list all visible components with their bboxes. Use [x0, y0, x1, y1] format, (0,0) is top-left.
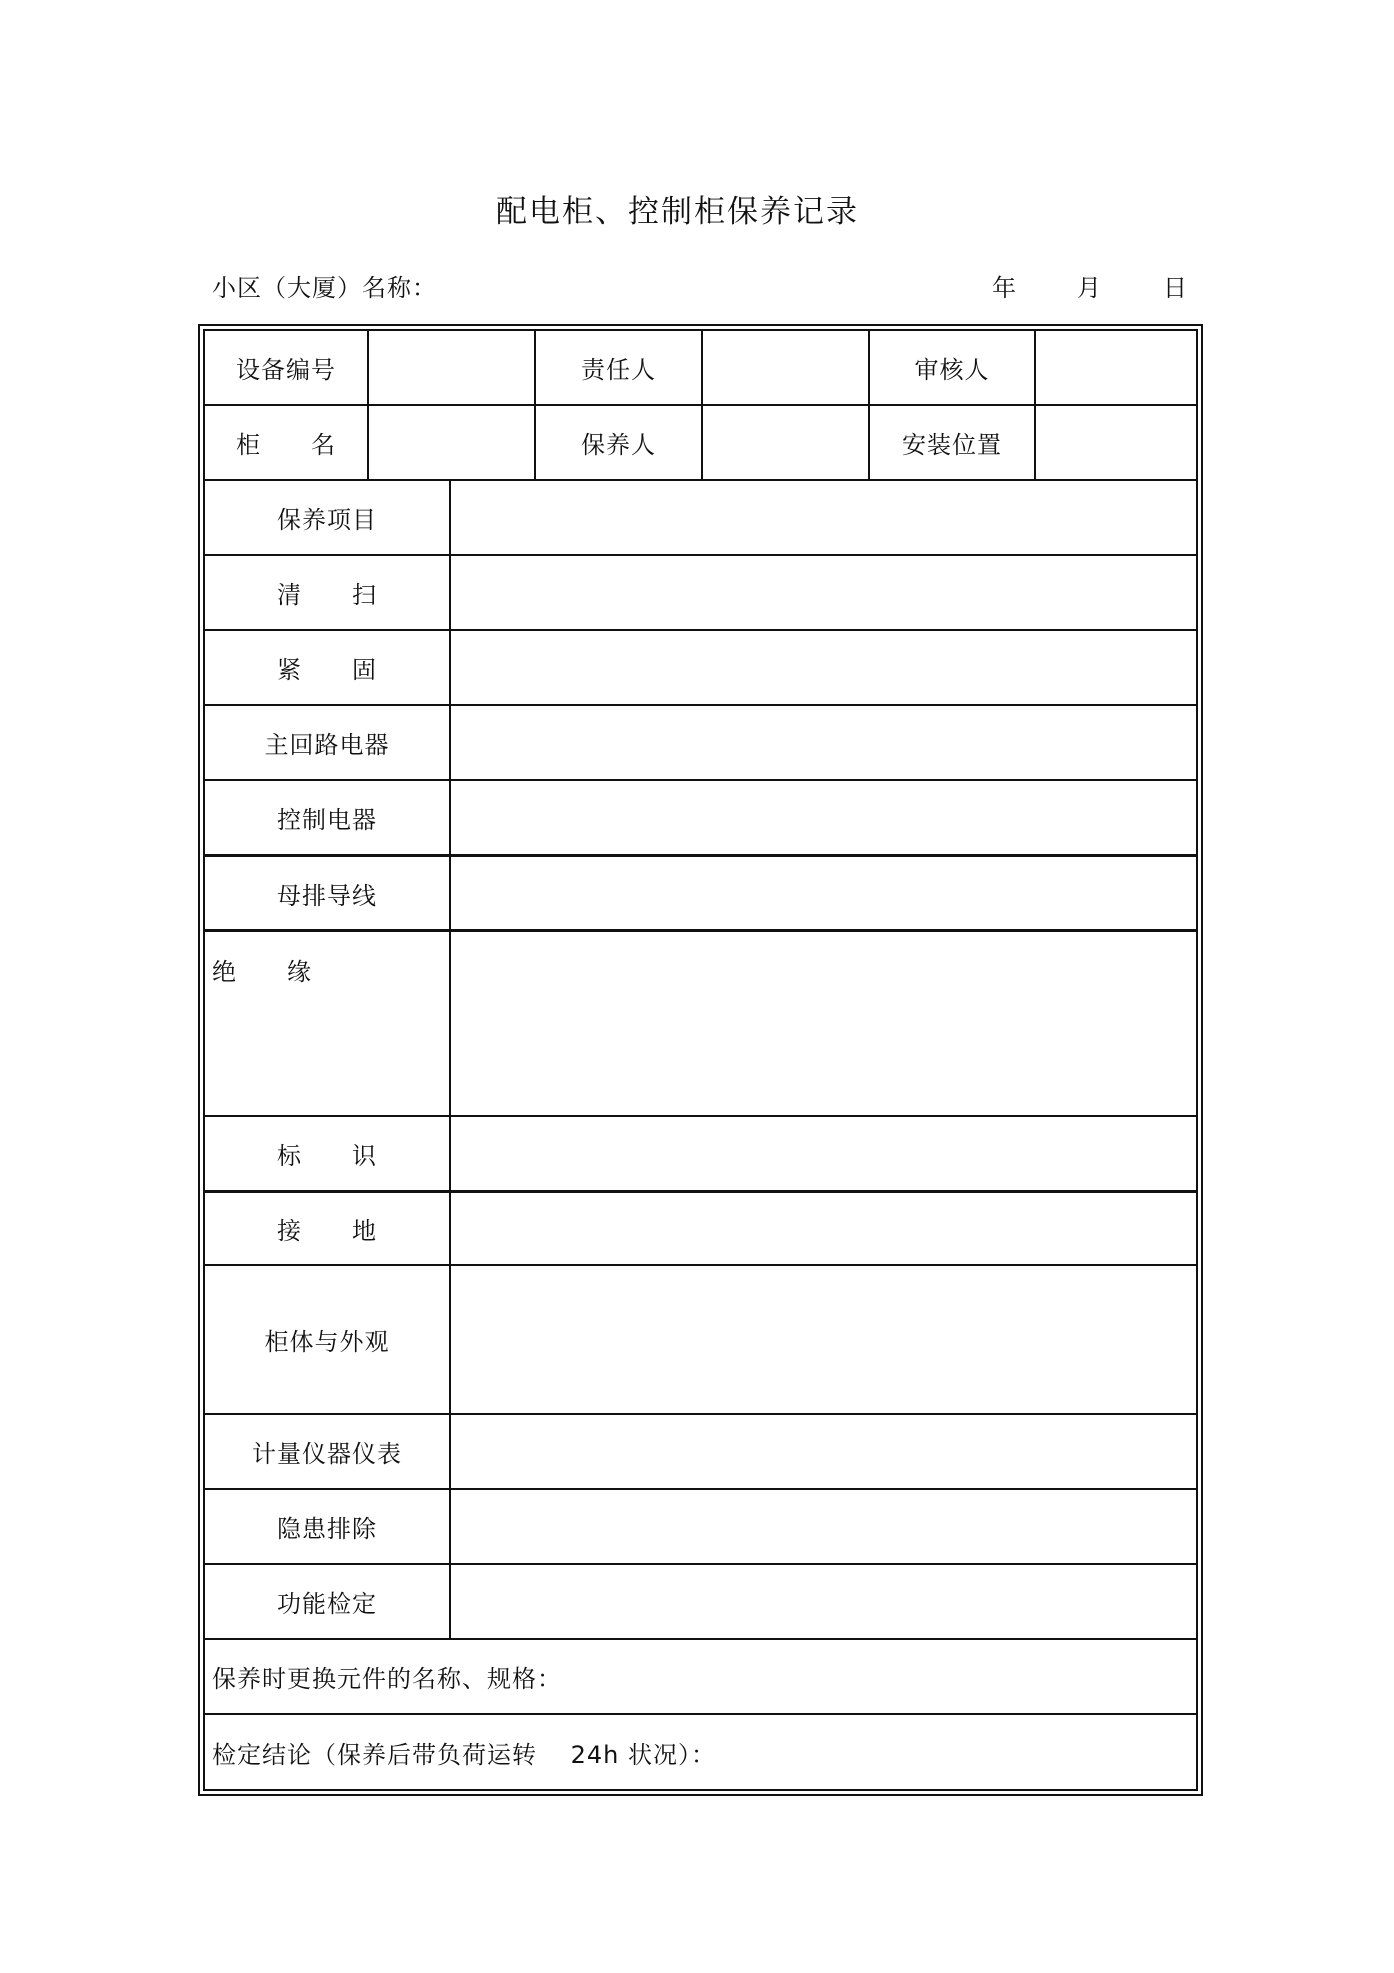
responsible-value[interactable]	[703, 331, 868, 404]
item-value-meters[interactable]	[451, 1415, 1196, 1488]
date-year-label: 年	[992, 274, 1016, 302]
item-label-marking: 标 识	[277, 1142, 377, 1170]
page-title: 配电柜、控制柜保养记录	[496, 194, 859, 230]
device-no-value[interactable]	[369, 331, 534, 404]
item-label-function-check: 功能检定	[277, 1590, 377, 1618]
item-value-main-circuit[interactable]	[451, 706, 1196, 779]
item-label-cabinet-appearance: 柜体与外观	[264, 1328, 390, 1356]
item-label-main-circuit: 主回路电器	[264, 731, 390, 759]
cabinet-name-label: 柜 名	[236, 431, 336, 459]
install-location-value[interactable]	[1036, 406, 1196, 479]
item-label-cleaning: 清 扫	[277, 581, 377, 609]
maintainer-value[interactable]	[703, 406, 868, 479]
community-name-label: 小区（大厦）名称：	[212, 274, 437, 302]
item-value-hazard-removal[interactable]	[451, 1490, 1196, 1563]
item-label-meters: 计量仪器仪表	[252, 1440, 402, 1468]
reviewer-value[interactable]	[1036, 331, 1196, 404]
item-value-control-apparatus[interactable]	[451, 781, 1196, 854]
item-value-grounding[interactable]	[451, 1193, 1196, 1264]
test-conclusion-label: 检定结论（保养后带负荷运转 24h 状况）：	[212, 1740, 717, 1769]
date-month-label: 月	[1077, 274, 1101, 302]
item-value-cabinet-appearance[interactable]	[451, 1266, 1196, 1413]
item-label-hazard-removal: 隐患排除	[277, 1515, 377, 1543]
item-value-function-check[interactable]	[451, 1565, 1196, 1638]
item-value-busbar-wiring[interactable]	[451, 857, 1196, 929]
responsible-label: 责任人	[581, 356, 656, 384]
item-value-fastening[interactable]	[451, 631, 1196, 704]
install-location-label: 安装位置	[902, 431, 1002, 459]
replacement-parts-label: 保养时更换元件的名称、规格：	[212, 1665, 562, 1693]
item-value-maintenance-item[interactable]	[451, 481, 1196, 554]
cabinet-name-value[interactable]	[369, 406, 534, 479]
item-value-marking[interactable]	[451, 1117, 1196, 1190]
item-label-control-apparatus: 控制电器	[277, 806, 377, 834]
item-label-busbar-wiring: 母排导线	[277, 881, 377, 910]
maintainer-label: 保养人	[581, 431, 656, 459]
item-label-grounding: 接 地	[277, 1217, 377, 1245]
item-label-fastening: 紧 固	[277, 656, 377, 684]
item-label-maintenance-item: 保养项目	[277, 506, 377, 534]
reviewer-label: 审核人	[914, 356, 990, 384]
date-day-label: 日	[1163, 274, 1187, 302]
device-no-label: 设备编号	[236, 356, 336, 384]
item-value-cleaning[interactable]	[451, 556, 1196, 629]
item-label-insulation: 绝 缘	[212, 958, 312, 986]
item-value-insulation[interactable]	[451, 932, 1196, 1115]
